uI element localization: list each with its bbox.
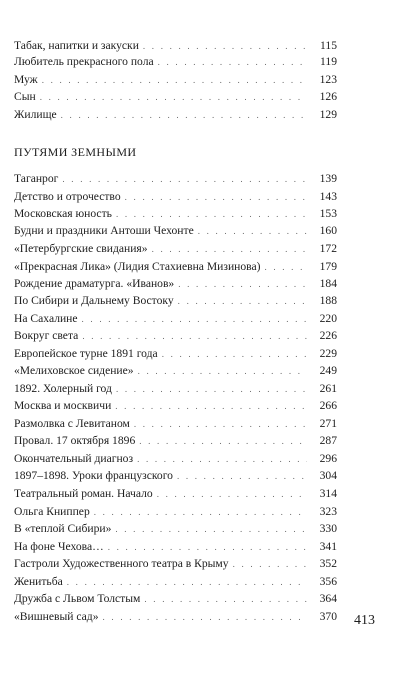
toc-entry-title: Ольга Книппер <box>14 505 90 518</box>
toc-entry-page: 364 <box>319 592 337 605</box>
leader-dots <box>103 608 307 626</box>
toc-entry-page: 330 <box>319 522 337 535</box>
leader-dots <box>116 380 307 398</box>
toc-entry <box>14 106 337 124</box>
toc-entry <box>14 538 337 556</box>
leader-dots <box>177 467 307 485</box>
page-number: 413 <box>354 613 375 628</box>
toc-entry-title: Табак, напитки и закуски <box>14 39 139 52</box>
toc-entry-title: «Вишневый сад» <box>14 610 99 623</box>
toc-entry-title: Европейское турне 1891 года <box>14 347 158 360</box>
leader-dots <box>138 362 307 380</box>
toc-entry <box>14 71 337 89</box>
toc-entry <box>14 415 337 433</box>
toc-entry-page: 304 <box>319 469 337 482</box>
toc-entry-title: Таганрог <box>14 172 59 185</box>
toc-entry-title: Театральный роман. Начало <box>14 487 153 500</box>
toc-entry-title: Вокруг света <box>14 329 79 342</box>
toc-entry <box>14 362 337 380</box>
toc-entry-page: 323 <box>319 505 337 518</box>
toc-entry <box>14 450 337 468</box>
leader-dots <box>178 275 307 293</box>
toc-entry-page: 226 <box>319 329 337 342</box>
toc-entry <box>14 170 337 188</box>
toc-entry-page: 296 <box>319 452 337 465</box>
toc-entry-title: Размолвка с Левитаном <box>14 417 130 430</box>
toc-entry-page: 126 <box>319 90 337 103</box>
toc-entry-title: 1897–1898. Уроки французского <box>14 469 173 482</box>
toc-entry-page: 115 <box>320 39 337 52</box>
toc-entry-title: Рождение драматурга. «Иванов» <box>14 277 175 290</box>
toc-entry <box>14 485 337 503</box>
toc-entry-page: 139 <box>319 172 337 185</box>
toc-entry-page: 229 <box>319 347 337 360</box>
toc-entry-page: 119 <box>320 55 337 68</box>
toc-entry <box>14 608 337 626</box>
toc-entry-page: 172 <box>319 242 337 255</box>
toc-entry-title: «Петербургские свидания» <box>14 242 148 255</box>
toc-entry <box>14 467 337 485</box>
leader-dots <box>125 188 307 206</box>
leader-dots <box>162 345 307 363</box>
toc-entry <box>14 520 337 538</box>
toc-entry-page: 249 <box>319 364 337 377</box>
toc-entry-page: 271 <box>319 417 337 430</box>
leader-dots <box>178 292 307 310</box>
toc-entry-title: Гастроли Художественного театра в Крыму <box>14 557 229 570</box>
toc-entry-page: 261 <box>319 382 337 395</box>
leader-dots <box>42 71 307 89</box>
leader-dots <box>152 240 307 258</box>
toc-entry-page: 356 <box>319 575 337 588</box>
leader-dots <box>264 258 307 276</box>
toc-entry-page: 153 <box>319 207 337 220</box>
toc-entry-title: Детство и отрочество <box>14 190 121 203</box>
toc-entry-page: 314 <box>319 487 337 500</box>
leader-dots <box>134 415 307 433</box>
leader-dots <box>67 573 307 591</box>
toc-entry-page: 370 <box>319 610 337 623</box>
leader-dots <box>158 53 307 71</box>
toc-entry <box>14 432 337 450</box>
toc-entry-title: Окончательный диагноз <box>14 452 134 465</box>
toc-entry <box>14 397 337 415</box>
toc-entry-title: Дружба с Львом Толстым <box>14 592 141 605</box>
leader-dots <box>115 520 307 538</box>
leader-dots <box>40 88 307 106</box>
toc-entry <box>14 380 337 398</box>
leader-dots <box>82 310 307 328</box>
toc-entry-page: 266 <box>319 399 337 412</box>
leader-dots <box>198 222 307 240</box>
toc-entry-title: «Мелиховское сидение» <box>14 364 134 377</box>
toc-entry-title: Будни и праздники Антоши Чехонте <box>14 224 194 237</box>
toc-entry-page: 143 <box>319 190 337 203</box>
leader-dots <box>157 485 307 503</box>
leader-dots <box>144 590 307 608</box>
toc-entry <box>14 590 337 608</box>
leader-dots <box>61 106 307 124</box>
toc-entry-page: 160 <box>319 224 337 237</box>
toc-entry-page: 352 <box>319 557 337 570</box>
toc-entry-title: На Сахалине <box>14 312 78 325</box>
toc-entry <box>14 292 337 310</box>
toc-entry-page: 287 <box>319 434 337 447</box>
toc-entry-page: 184 <box>319 277 337 290</box>
leader-dots <box>82 327 307 345</box>
toc-entry <box>14 53 337 71</box>
toc-entry <box>14 188 337 206</box>
toc-entry-title: Сын <box>14 90 36 103</box>
toc-entry <box>14 345 337 363</box>
toc-entry-title: Женитьба <box>14 575 63 588</box>
leader-dots <box>115 397 307 415</box>
toc-entry-title: На фоне Чехова… <box>14 540 104 553</box>
toc-entry-title: Любитель прекрасного пола <box>14 55 154 68</box>
toc-entry <box>14 205 337 223</box>
toc-entry <box>14 240 337 258</box>
toc-entry <box>14 327 337 345</box>
toc-entry <box>14 573 337 591</box>
leader-dots <box>108 538 307 556</box>
toc-entry-title: В «теплой Сибири» <box>14 522 112 535</box>
toc-entry <box>14 88 337 106</box>
toc-entry-title: Московская юность <box>14 207 112 220</box>
toc-entry-page: 129 <box>319 108 337 121</box>
toc-entry-page: 188 <box>319 294 337 307</box>
toc-entry <box>14 275 337 293</box>
toc-entry-title: По Сибири и Дальнему Востоку <box>14 294 174 307</box>
toc-entry-title: Москва и москвичи <box>14 399 112 412</box>
toc-entry <box>14 555 337 573</box>
toc-entry-title: 1892. Холерный год <box>14 382 112 395</box>
toc-entry-page: 341 <box>319 540 337 553</box>
toc-entry <box>14 222 337 240</box>
toc-entry <box>14 310 337 328</box>
toc-entry-title: Жилище <box>14 108 57 121</box>
leader-dots <box>116 205 307 223</box>
toc-entry-page: 220 <box>319 312 337 325</box>
toc-entry <box>14 258 337 276</box>
section-title: ПУТЯМИ ЗЕМНЫМИ <box>14 145 137 159</box>
toc-entry <box>14 503 337 521</box>
leader-dots <box>137 450 307 468</box>
toc-entry-title: «Прекрасная Лика» (Лидия Стахиевна Мизинова) <box>14 260 261 273</box>
toc-entry-title: Муж <box>14 73 38 86</box>
toc-entry-page: 123 <box>319 73 337 86</box>
toc-entry-page: 179 <box>319 260 337 273</box>
leader-dots <box>233 555 307 573</box>
toc-entry-title: Провал. 17 октября 1896 <box>14 434 136 447</box>
leader-dots <box>139 432 307 450</box>
leader-dots <box>62 170 307 188</box>
leader-dots <box>94 503 307 521</box>
